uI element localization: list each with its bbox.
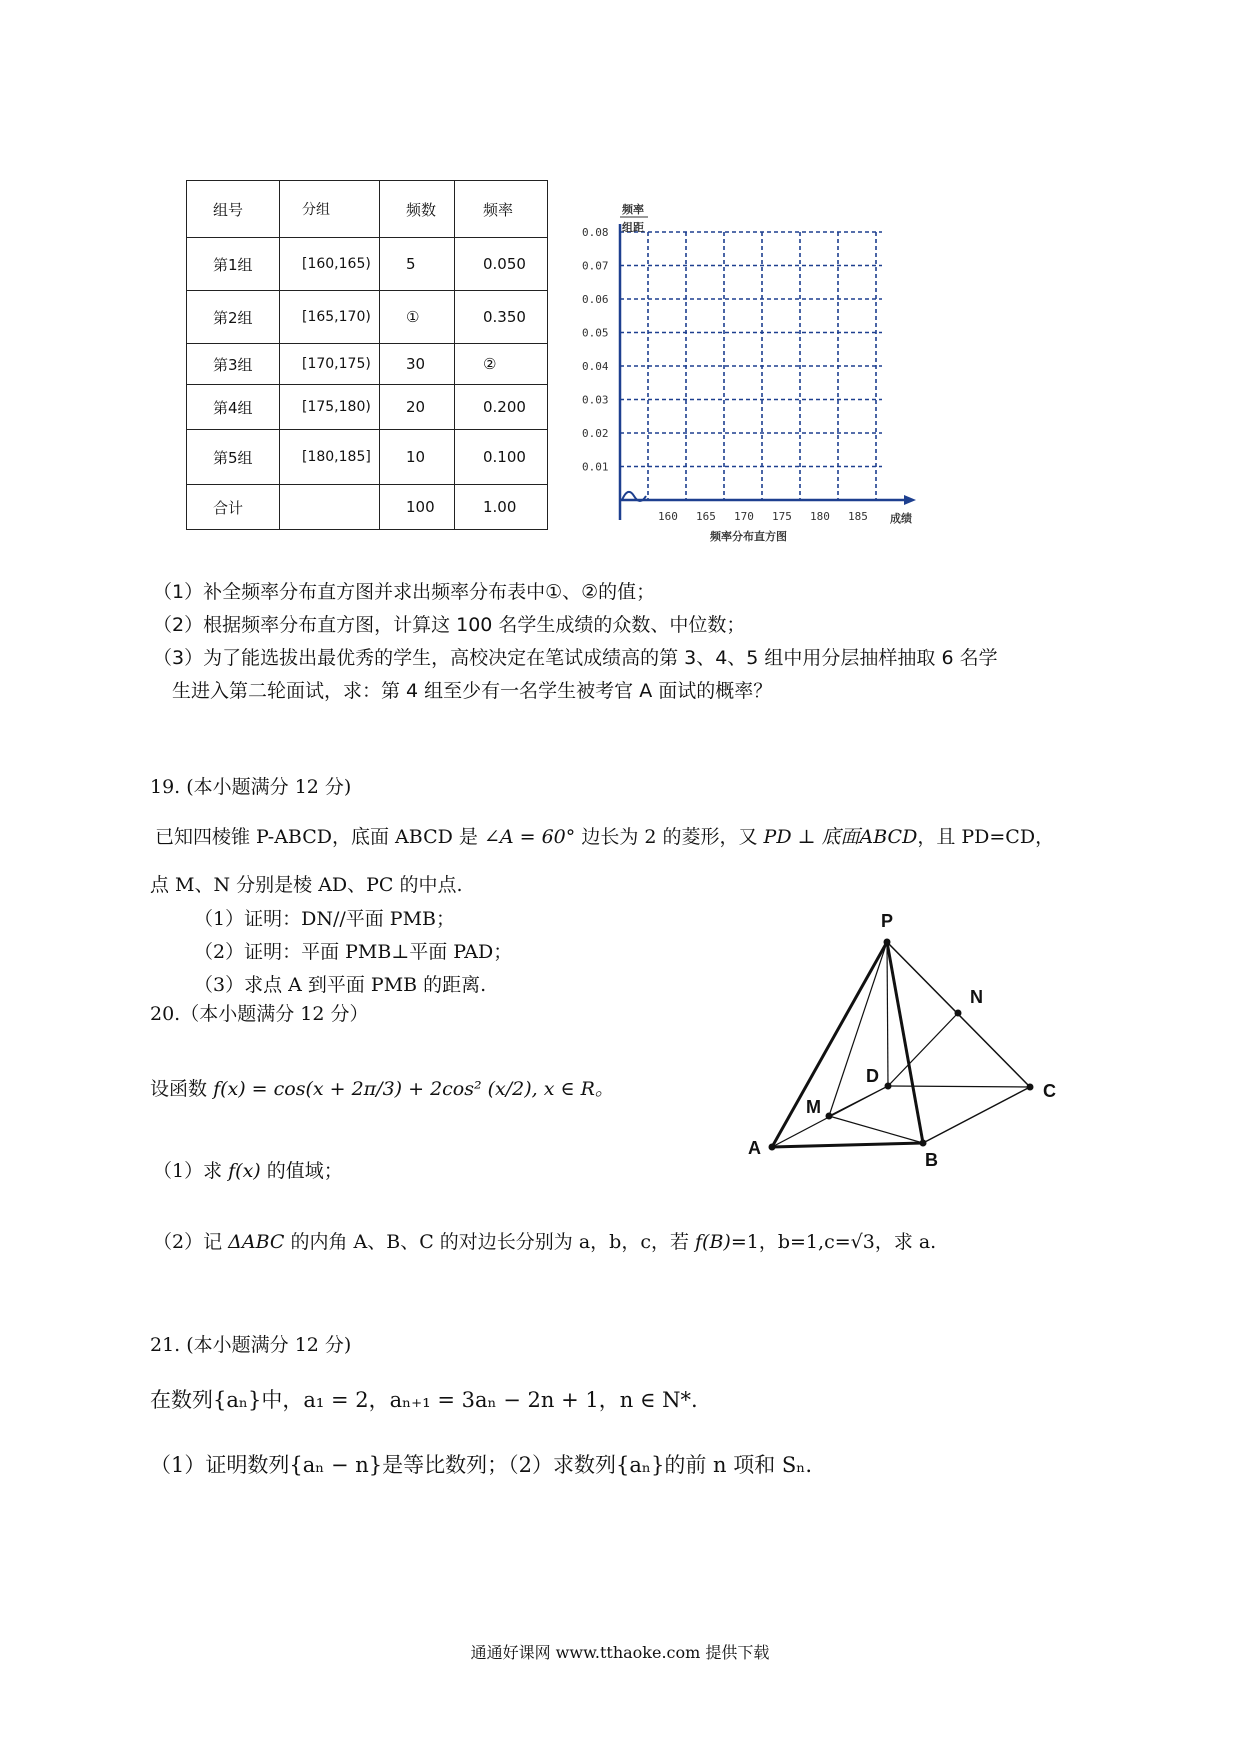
q21-header: 21. (本小题满分 12 分)	[150, 1334, 352, 1356]
segment-DN	[888, 1013, 958, 1086]
table-cell: 100	[380, 485, 455, 530]
table-cell: 第3组	[187, 344, 280, 385]
label-C: C	[1043, 1081, 1056, 1101]
y-axis-title-bottom: 组距	[622, 221, 644, 234]
label-A: A	[748, 1138, 761, 1158]
q19-angle-expr: ∠A = 60°	[483, 826, 576, 848]
y-tick-label: 0.04	[582, 360, 609, 373]
point-B	[920, 1140, 927, 1147]
edge-DC	[888, 1086, 1030, 1087]
label-D: D	[866, 1066, 879, 1086]
q19-statement-line1	[155, 828, 1054, 847]
point-P	[884, 939, 891, 946]
q19-perp-expr: PD ⊥ 底面ABCD	[763, 826, 918, 848]
table-header-cell: 频率	[455, 181, 548, 238]
table-cell: 第2组	[187, 291, 280, 344]
q18-part2: （2）根据频率分布直方图，计算这 100 名学生成绩的众数、中位数；	[153, 614, 746, 636]
table-row	[187, 344, 548, 385]
q18-part3-line2: 生进入第二轮面试，求：第 4 组至少有一名学生被考官 A 面试的概率？	[172, 680, 773, 702]
point-D	[885, 1083, 892, 1090]
table-row	[187, 385, 548, 430]
table-cell: 第5组	[187, 430, 280, 485]
x-tick-label: 175	[772, 510, 792, 523]
label-P: P	[881, 911, 894, 931]
table-cell: [175,180)	[280, 385, 380, 430]
q18-part3-line1: （3）为了能选拔出最优秀的学生，高校决定在笔试成绩高的第 3、4、5 组中用分层抽样抽取 6 名学	[153, 647, 998, 669]
y-tick-label: 0.07	[582, 259, 609, 273]
x-tick-label: 160	[658, 510, 678, 523]
histogram-grid	[620, 232, 882, 500]
x-tick-label: 185	[848, 510, 868, 523]
q20-func-prefix: 设函数	[150, 1078, 208, 1100]
edge-PD	[887, 942, 888, 1086]
q20-text: 的值域；	[266, 1160, 343, 1182]
q20-func-expr: f(x) = cos(x + 2π/3) + 2cos² (x/2), x ∈ R。	[213, 1078, 614, 1100]
table-cell: 1.00	[455, 485, 548, 530]
frequency-histogram	[560, 195, 940, 545]
q20-sub1	[153, 1162, 343, 1181]
label-M: M	[806, 1097, 821, 1117]
table-row	[187, 238, 548, 291]
segment-MB	[829, 1116, 923, 1143]
q20-text: =1，b=1,c=√3，求 a.	[730, 1231, 937, 1253]
q20-text: 的内角 A、B、C 的对边长分别为 a，b，c，若	[290, 1231, 689, 1253]
q19-text: ，且 PD=CD，	[917, 826, 1055, 848]
q18-part1: （1）补全频率分布直方图并求出频率分布表中①、②的值；	[153, 581, 656, 603]
q19-statement-line2: 点 M、N 分别是棱 AD、PC 的中点.	[150, 874, 463, 896]
table-cell: 第1组	[187, 238, 280, 291]
q20-function-line	[150, 1080, 614, 1099]
point-N	[955, 1010, 962, 1017]
point-A	[769, 1144, 776, 1151]
q20-fB: f(B)	[695, 1231, 731, 1253]
table-cell: 0.200	[455, 385, 548, 430]
q19-text: 已知四棱锥 P-ABCD，底面 ABCD 是	[155, 826, 478, 848]
x-tick-label: 180	[810, 510, 830, 523]
q20-fx: f(x)	[228, 1160, 261, 1182]
q20-sub2	[153, 1233, 936, 1252]
table-cell: ②	[455, 344, 548, 385]
q20-triangle: ΔABC	[228, 1231, 285, 1253]
histogram-axes	[582, 224, 916, 523]
table-cell: 第4组	[187, 385, 280, 430]
table-row	[187, 485, 548, 530]
q21-sequence-def: 在数列{aₙ}中，a₁ = 2，aₙ₊₁ = 3aₙ − 2n + 1，n ∈ N*.	[150, 1388, 698, 1412]
q19-sub1: （1）证明：DN//平面 PMB；	[194, 908, 455, 930]
table-header-cell: 组号	[187, 181, 280, 238]
table-cell: [160,165)	[280, 238, 380, 291]
q19-text: 边长为 2 的菱形，又	[581, 826, 758, 848]
point-M	[826, 1113, 833, 1120]
table-row	[187, 430, 548, 485]
y-tick-label: 0.05	[582, 326, 609, 340]
y-axis-title-top: 频率	[622, 203, 644, 216]
table-cell: 30	[380, 344, 455, 385]
table-cell: [170,175)	[280, 344, 380, 385]
table-cell: 0.350	[455, 291, 548, 344]
table-cell: 0.100	[455, 430, 548, 485]
x-axis-title: 成绩	[890, 512, 912, 525]
y-tick-label: 0.08	[582, 226, 609, 239]
point-C	[1027, 1084, 1034, 1091]
pyramid-figure	[740, 900, 1070, 1180]
table-header-cell: 频数	[380, 181, 455, 238]
label-N: N	[970, 987, 983, 1007]
table-header-row	[187, 181, 548, 238]
q19-header: 19. (本小题满分 12 分)	[150, 776, 352, 798]
table-cell	[280, 485, 380, 530]
table-cell: [165,170)	[280, 291, 380, 344]
table-cell: 0.050	[455, 238, 548, 291]
table-cell: 10	[380, 430, 455, 485]
table-cell: ①	[380, 291, 455, 344]
q21-subquestions: （1）证明数列{aₙ − n}是等比数列；（2）求数列{aₙ}的前 n 项和 Sₙ.	[150, 1453, 813, 1477]
label-B: B	[925, 1150, 938, 1170]
table-cell: 5	[380, 238, 455, 291]
q19-sub3: （3）求点 A 到平面 PMB 的距离.	[194, 974, 487, 996]
histogram-title: 频率分布直方图	[710, 530, 787, 543]
y-tick-label: 0.02	[582, 427, 609, 440]
x-axis-arrow	[904, 495, 916, 505]
x-tick-label: 170	[734, 510, 754, 523]
y-tick-label: 0.06	[582, 293, 609, 306]
table-cell: 20	[380, 385, 455, 430]
y-tick-label: 0.01	[582, 460, 609, 474]
table-cell: [180,185]	[280, 430, 380, 485]
edge-BC	[923, 1087, 1030, 1143]
q20-header: 20.（本小题满分 12 分）	[150, 1003, 369, 1025]
edge-AB	[772, 1143, 923, 1147]
q20-text: （2）记	[153, 1231, 223, 1253]
q19-sub2: （2）证明：平面 PMB⊥平面 PAD；	[194, 941, 513, 963]
q20-text: （1）求	[153, 1160, 223, 1182]
frequency-table	[186, 180, 548, 530]
table-row	[187, 291, 548, 344]
table-cell: 合计	[187, 485, 280, 530]
footer-source: 通通好课网 www.tthaoke.com 提供下载	[470, 1643, 770, 1662]
y-tick-label: 0.03	[582, 393, 609, 407]
table-header-cell: 分组	[280, 181, 380, 238]
x-tick-label: 165	[696, 510, 716, 523]
